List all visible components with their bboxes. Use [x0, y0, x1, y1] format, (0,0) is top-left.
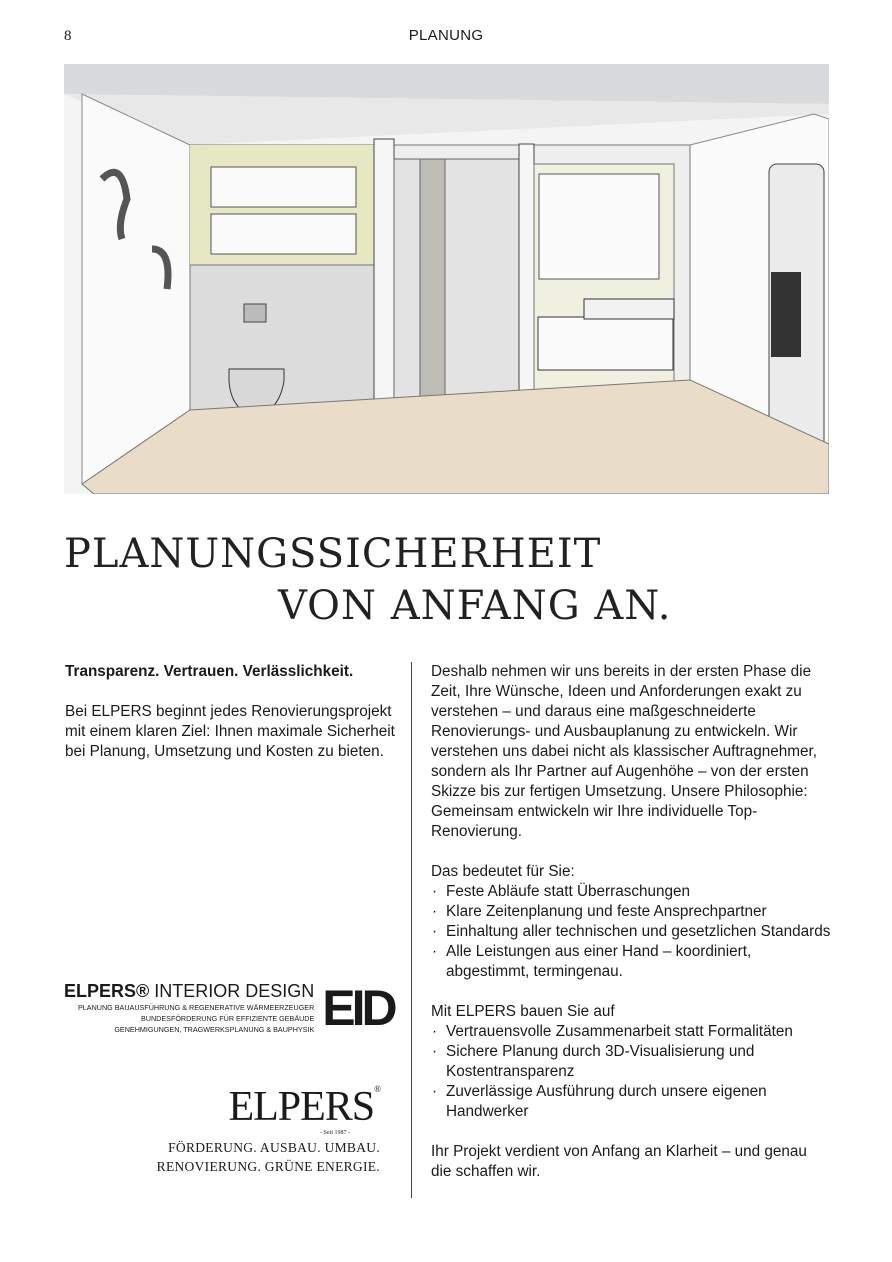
intro-paragraph: Bei ELPERS beginnt jedes Renovierungsprojekt mit einem klaren Ziel: Ihnen maximale Sicherheit bei Planung, Umsetzung und Kosten zu bieten. [65, 703, 395, 760]
eid-service-line: GENEHMIGUNGEN, TRAGWERKSPLANUNG & BAUPHYSIK [114, 1025, 315, 1034]
eid-text-block [64, 980, 314, 1035]
list-heading: Mit ELPERS bauen Sie auf [431, 1003, 615, 1020]
elpers-logo [100, 1085, 380, 1176]
eid-services [64, 1002, 314, 1035]
eid-service-line: PLANUNG BAUAUSFÜHRUNG & REGENERATIVE WÄRMEERZEUGER [78, 1003, 315, 1012]
list-item: · Zuverlässige Ausführung durch unsere eigenen Handwerker [431, 1082, 831, 1122]
paragraph: Deshalb nehmen wir uns bereits in der ersten Phase die Zeit, Ihre Wünsche, Ideen und Anforderungen exakt zu verstehen – und daraus eine maßgeschneiderte Renovierungs- und Ausbauplanung zu entwickeln. Wir verstehen uns dabei nicht als klassischer Auftragnehmer, sondern als Ihr Partner auf Augenhöhe – von der ersten Skizze bis zur fertigen Umsetzung. Unsere Philosophie: Gemeinsam entwickeln wir Ihre individuelle Top-Renovierung. [431, 663, 818, 840]
right-column [431, 662, 831, 1202]
list-item: · Vertrauensvolle Zusammenarbeit statt Formalitäten [431, 1022, 831, 1042]
list-item: · Feste Abläufe statt Überraschungen [431, 882, 831, 902]
closing-paragraph: Ihr Projekt verdient von Anfang an Klarheit – und genau die schaffen wir. [431, 1143, 807, 1180]
elpers-wordmark [100, 1085, 380, 1129]
eid-name-rest: INTERIOR DESIGN [149, 981, 315, 1001]
lead-text: Transparenz. Vertrauen. Verlässlichkeit. [65, 663, 354, 680]
bathroom-rendering-image [64, 64, 829, 494]
list-item: · Sichere Planung durch 3D-Visualisierung und Kostentransparenz [431, 1042, 831, 1082]
left-column [65, 662, 400, 782]
tagline-1: FÖRDERUNG. AUSBAU. UMBAU. [168, 1140, 380, 1155]
headline-line-2: VON ANFANG AN. [278, 583, 672, 629]
eid-service-line: BUNDESFÖRDERUNG FÜR EFFIZIENTE GEBÄUDE [140, 1014, 315, 1023]
registered-mark: ® [374, 1084, 380, 1094]
headline-line-1: PLANUNGSSICHERHEIT [64, 531, 602, 577]
eid-mark: EID [322, 980, 394, 1036]
eid-name [64, 980, 314, 1002]
trust-list [431, 1022, 831, 1122]
list-item: · Alle Leistungen aus einer Hand – koordiniert, abgestimmt, termingenau. [431, 942, 831, 982]
benefits-list [431, 882, 831, 982]
list-item: · Einhaltung aller technischen und gesetzlichen Standards [431, 922, 831, 942]
list-heading: Das bedeutet für Sie: [431, 863, 575, 880]
tagline-2: RENOVIERUNG. GRÜNE ENERGIE. [156, 1159, 380, 1174]
column-divider [411, 662, 412, 1198]
eid-name-bold: ELPERS® [64, 981, 150, 1001]
since-text: - Seit 1987 - [320, 1130, 350, 1136]
elpers-name: ELPERS [228, 1084, 375, 1130]
section-title: PLANUNG [408, 27, 484, 44]
list-item: · Klare Zeitenplanung und feste Ansprechpartner [431, 902, 831, 922]
elpers-interior-design-logo [64, 980, 394, 1036]
page-number: 8 [64, 28, 72, 44]
